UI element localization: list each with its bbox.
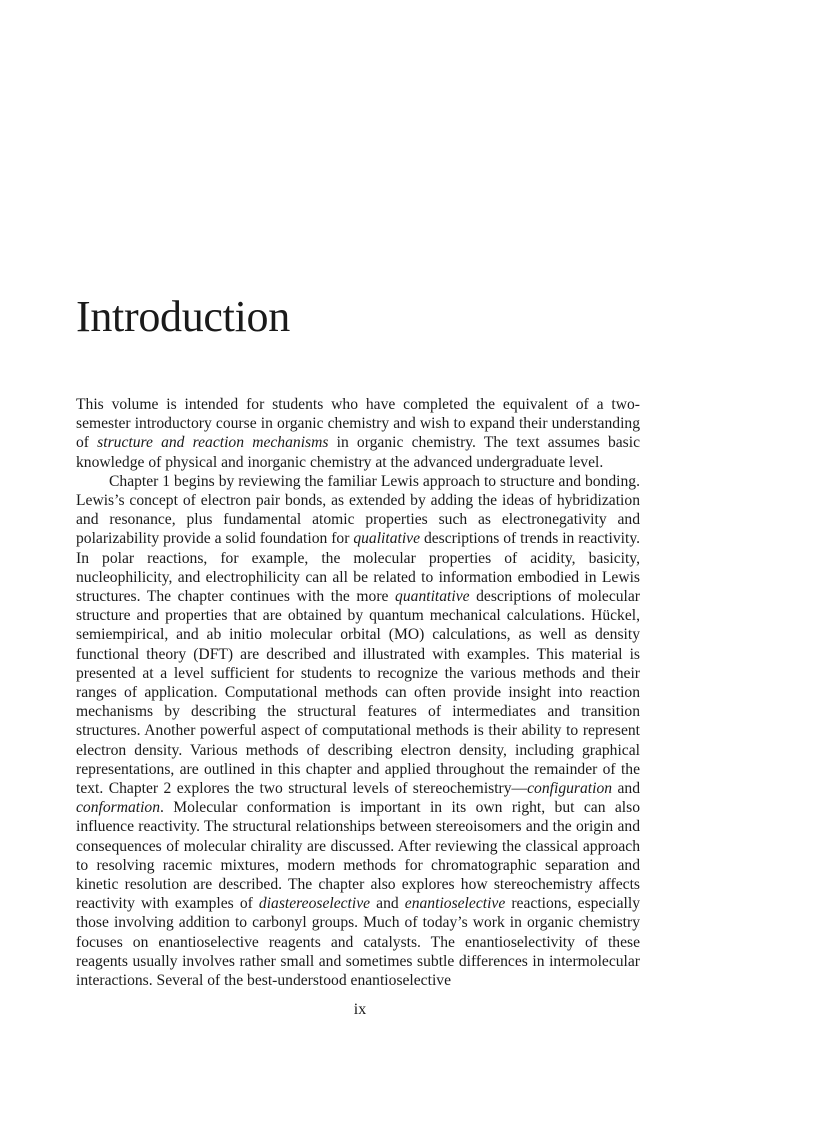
chapter-title: Introduction [76, 292, 290, 341]
text-span: and [370, 895, 405, 913]
italic-span: quantitative [395, 588, 470, 606]
text-span: Chapter 1 begins by reviewing the familiar Lewis approach to structure and bonding. Lewis’s concept of electron pair bonds, as extended by adding the ideas of hybridization and resonance, plus fundamental atomic properties such as electronegativity and polarizability provide a solid foundation for [76, 472, 640, 548]
italic-span: conformation [76, 799, 161, 817]
italic-span: qualitative [353, 530, 421, 548]
text-span: descriptions of molecular structure and properties that are obtained by quantum mechanical calculations. Hückel, semiempirical, and ab initio molecular orbital (MO) calculations, as well as density functional theory (DFT) are described and illustrated with examples. This material is presented at a level sufficient for students to recognize the various methods and their ranges of application. Computational methods can often provide insight into reaction mechanisms by describing the structural features of intermediates and transition structures. Another powerful aspect of computational methods is their ability to represent electron density. Various methods of describing electron density, including graphical representations, are outlined in this chapter and applied throughout the remainder of the text. Chapter 2 explores the two structural levels of stereochemistry— [76, 588, 640, 798]
page-number: ix [353, 1001, 367, 1018]
text-span: . Molecular conformation is important in its own right, but can also influence reactivity. The structural relationships between stereoisomers and the origin and consequences of molecular chirality are discussed. After reviewing the classical approach to resolving racemic mixtures, modern methods for chromatographic separation and kinetic resolution are described. The chapter also explores how stereochemistry affects reactivity with examples of [76, 799, 640, 913]
text-span: descriptions of trends in reactivity. In polar reactions, for example, the molecular properties of acidity, basicity, nucleophilicity, and electrophilicity can all be related to information embodied in Lewis structures. The chapter continues with the more [76, 530, 641, 606]
text-span: in organic chemistry. The text assumes basic knowledge of physical and inorganic chemistry at the advanced undergraduate level. [76, 434, 640, 471]
body-text [76, 395, 640, 990]
italic-span: structure and reaction mechanisms [97, 434, 329, 452]
italic-span: configuration [527, 780, 613, 798]
text-span: This volume is intended for students who have completed the equivalent of a two-semester introductory course in organic chemistry and wish to expand their understanding of [76, 396, 640, 452]
text-span: and [612, 780, 640, 798]
text-span: reactions, especially those involving addition to carbonyl groups. Much of today’s work in organic chemistry focuses on enantioselective reagents and catalysts. The enantioselectivity of these reagents usually involves rather small and sometimes subtle differences in intermolecular interactions. Several of the best-understood enantioselective [76, 895, 640, 990]
paragraph-2 [76, 472, 640, 990]
italic-span: enantioselective [404, 895, 506, 913]
paragraph-1 [76, 395, 640, 472]
italic-span: diastereoselective [258, 895, 371, 913]
